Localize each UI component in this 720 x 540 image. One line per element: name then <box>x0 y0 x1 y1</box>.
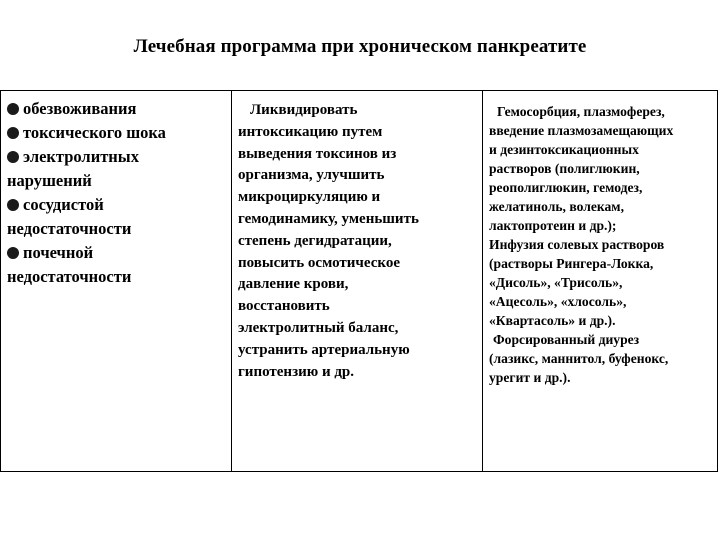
bullet-icon <box>7 103 19 115</box>
goal-line: интоксикацию путем <box>238 123 383 140</box>
condition-text: почечной <box>23 243 94 262</box>
treatment-table <box>0 90 718 472</box>
method-line: введение плазмозамещающих <box>489 123 674 138</box>
condition-text: токсического шока <box>23 123 166 142</box>
method-line: Форсированный диурез <box>493 332 640 347</box>
bullet-icon <box>7 247 19 259</box>
method-line: лактопротеин и др.); <box>489 218 617 233</box>
condition-item <box>7 97 227 121</box>
method-line: «Дисоль», «Трисоль», <box>489 275 623 290</box>
method-line: и дезинтоксикационных <box>489 142 639 157</box>
condition-item <box>7 145 227 169</box>
method-line: «Квартасоль» и др.). <box>489 313 616 328</box>
condition-text: обезвоживания <box>23 99 137 118</box>
goal-line: гипотензию и др. <box>238 363 355 380</box>
goal-line: микроциркуляцию и <box>238 189 381 206</box>
goal-line: электролитный баланс, <box>238 319 399 336</box>
method-line: Инфузия солевых растворов <box>489 237 665 252</box>
condition-text-continuation: недостаточности <box>7 219 132 238</box>
goal-line: устранить артериальную <box>238 341 410 358</box>
goal-line: повысить осмотическое <box>238 254 400 271</box>
condition-item <box>7 193 227 217</box>
bullet-icon <box>7 127 19 139</box>
condition-text: сосудистой <box>23 195 104 214</box>
goal-line: давление крови, <box>238 276 349 293</box>
method-line: Гемосорбция, плазмоферез, <box>497 104 665 119</box>
method-line: «Ацесоль», «хлосоль», <box>489 294 627 309</box>
bullet-icon <box>7 199 19 211</box>
method-line: (лазикс, маннитол, буфенокс, <box>489 351 669 366</box>
goal-line: гемодинамику, уменьшить <box>238 210 419 227</box>
column-methods <box>483 91 719 471</box>
condition-item <box>7 121 227 145</box>
method-line: желатиноль, волекам, <box>489 199 624 214</box>
method-line: растворов (полиглюкин, <box>489 161 640 176</box>
method-line: реополиглюкин, гемодез, <box>489 180 643 195</box>
condition-text-continuation: нарушений <box>7 171 92 190</box>
slide-title: Лечебная программа при хроническом панкреатите <box>133 36 587 57</box>
condition-text-continuation: недостаточности <box>7 267 132 286</box>
column-goals <box>232 91 483 471</box>
condition-item <box>7 241 227 265</box>
goal-line: восстановить <box>238 298 330 315</box>
goal-line: организма, улучшить <box>238 167 385 184</box>
goal-line: выведения токсинов из <box>238 145 397 162</box>
method-line: урегит и др.). <box>489 370 571 385</box>
method-line: (растворы Рингера-Локка, <box>489 256 654 271</box>
column-conditions <box>1 91 232 471</box>
goal-line: Ликвидировать <box>250 102 358 118</box>
condition-text: электролитных <box>23 147 139 166</box>
bullet-icon <box>7 151 19 163</box>
goal-line: степень дегидратации, <box>238 232 392 249</box>
